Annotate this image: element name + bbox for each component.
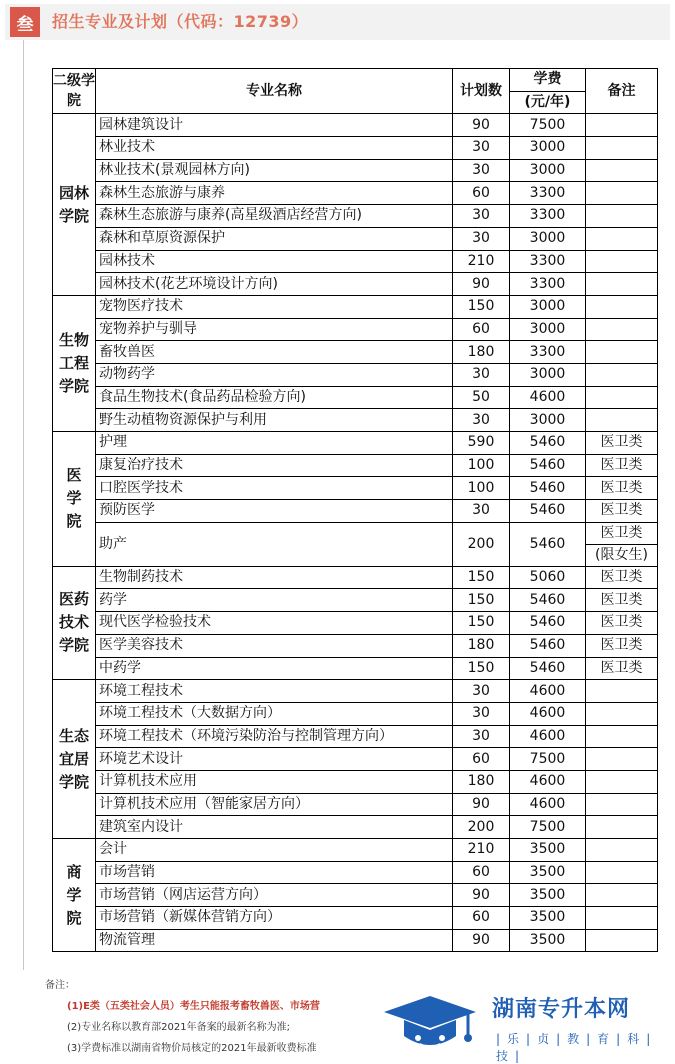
major-name: 野生动植物资源保护与利用 <box>96 409 453 432</box>
plan-count: 590 <box>453 432 510 455</box>
major-name: 园林技术(花艺环境设计方向) <box>96 273 453 296</box>
remark-cell <box>586 748 658 771</box>
tuition-fee: 7500 <box>510 816 586 839</box>
remark-cell <box>586 341 658 364</box>
remark-cell <box>586 318 658 341</box>
tuition-fee: 3300 <box>510 182 586 205</box>
table-row <box>53 839 658 862</box>
major-name: 医学美容技术 <box>96 634 453 657</box>
major-name: 林业技术 <box>96 137 453 160</box>
major-name: 环境工程技术 <box>96 680 453 703</box>
plan-count: 90 <box>453 929 510 952</box>
enrollment-plan-table <box>52 68 658 952</box>
major-name: 环境工程技术（大数据方向） <box>96 702 453 725</box>
tuition-fee: 3500 <box>510 861 586 884</box>
table-row <box>53 295 658 318</box>
college-name: 医药技术学院 <box>58 590 89 655</box>
college-cell <box>53 680 96 839</box>
remark-cell: 医卫类 <box>586 477 658 500</box>
major-name: 动物药学 <box>96 363 453 386</box>
tuition-fee: 3300 <box>510 341 586 364</box>
plan-count: 150 <box>453 566 510 589</box>
table-row <box>53 250 658 273</box>
note-item-2: (2)专业名称以教育部2021年备案的最新名称为准; <box>67 1022 290 1033</box>
tuition-fee: 3000 <box>510 363 586 386</box>
tuition-fee: 5460 <box>510 454 586 477</box>
major-name: 预防医学 <box>96 500 453 523</box>
table-row <box>53 409 658 432</box>
table-row <box>53 159 658 182</box>
major-name: 计算机技术应用 <box>96 770 453 793</box>
tuition-fee: 5060 <box>510 566 586 589</box>
college-name: 商学院 <box>66 862 82 927</box>
remark-cell <box>586 159 658 182</box>
table-row <box>53 907 658 930</box>
major-name: 口腔医学技术 <box>96 477 453 500</box>
table-row <box>53 454 658 477</box>
remark-cell <box>586 816 658 839</box>
college-name: 园林学院 <box>58 183 89 225</box>
major-name: 环境艺术设计 <box>96 748 453 771</box>
major-name: 市场营销（新媒体营销方向） <box>96 907 453 930</box>
tuition-fee: 5460 <box>510 522 586 566</box>
remark-cell <box>586 409 658 432</box>
tuition-fee: 3000 <box>510 227 586 250</box>
header-fee: 学费 <box>510 69 586 92</box>
tuition-fee: 3300 <box>510 205 586 228</box>
major-name: 畜牧兽医 <box>96 341 453 364</box>
watermark <box>370 988 670 1063</box>
tuition-fee: 3000 <box>510 137 586 160</box>
plan-count: 90 <box>453 884 510 907</box>
plan-count: 180 <box>453 341 510 364</box>
major-name: 园林建筑设计 <box>96 114 453 137</box>
plan-count: 30 <box>453 725 510 748</box>
tuition-fee: 3300 <box>510 273 586 296</box>
plan-count: 150 <box>453 657 510 680</box>
plan-count: 60 <box>453 907 510 930</box>
college-cell <box>53 432 96 567</box>
tuition-fee: 4600 <box>510 386 586 409</box>
remark-cell <box>586 884 658 907</box>
major-name: 计算机技术应用（智能家居方向） <box>96 793 453 816</box>
college-cell <box>53 114 96 296</box>
plan-count: 30 <box>453 137 510 160</box>
header-college: 二级学院 <box>53 69 96 114</box>
header-fee-unit: (元/年) <box>510 91 586 114</box>
plan-count: 100 <box>453 454 510 477</box>
remark-cell: 医卫类 <box>586 454 658 477</box>
major-name: 食品生物技术(食品药品检验方向) <box>96 386 453 409</box>
table-row <box>53 114 658 137</box>
tuition-fee: 5460 <box>510 432 586 455</box>
remark-cell <box>586 295 658 318</box>
table-row <box>53 816 658 839</box>
remark-cell: 医卫类 <box>586 432 658 455</box>
tuition-fee: 3000 <box>510 318 586 341</box>
college-name: 医学院 <box>66 466 82 531</box>
header-note: 备注 <box>586 69 658 114</box>
remark-cell <box>586 702 658 725</box>
section-title: 招生专业及计划（代码：12739） <box>52 12 309 31</box>
table-row <box>53 634 658 657</box>
table-row <box>53 318 658 341</box>
graduation-cap-logo-icon <box>380 992 480 1054</box>
remark-cell <box>586 227 658 250</box>
plan-count: 30 <box>453 500 510 523</box>
remark-cell <box>586 363 658 386</box>
remark-cell: 医卫类 <box>586 657 658 680</box>
table-row <box>53 725 658 748</box>
major-name: 生物制药技术 <box>96 566 453 589</box>
tuition-fee: 3000 <box>510 409 586 432</box>
remark-cell <box>586 793 658 816</box>
header-plan: 计划数 <box>453 69 510 114</box>
remark-cell: 医卫类 <box>586 634 658 657</box>
major-name: 康复治疗技术 <box>96 454 453 477</box>
remark-cell <box>586 929 658 952</box>
tuition-fee: 5460 <box>510 657 586 680</box>
plan-count: 50 <box>453 386 510 409</box>
note-item-3: (3)学费标准以湖南省物价局核定的2021年最新收费标准 <box>67 1043 317 1054</box>
tuition-fee: 5460 <box>510 500 586 523</box>
plan-count: 30 <box>453 205 510 228</box>
tuition-fee: 4600 <box>510 702 586 725</box>
plan-count: 30 <box>453 227 510 250</box>
table-row <box>53 702 658 725</box>
table-row <box>53 657 658 680</box>
plan-count: 150 <box>453 295 510 318</box>
tuition-fee: 3500 <box>510 884 586 907</box>
tuition-fee: 7500 <box>510 748 586 771</box>
college-cell <box>53 839 96 952</box>
major-name: 现代医学检验技术 <box>96 612 453 635</box>
plan-count: 200 <box>453 522 510 566</box>
plan-count: 210 <box>453 839 510 862</box>
remark-cell <box>586 725 658 748</box>
major-name: 助产 <box>96 522 453 566</box>
plan-count: 30 <box>453 363 510 386</box>
remark-cell <box>586 114 658 137</box>
remark-cell: 医卫类 <box>586 589 658 612</box>
table-row <box>53 205 658 228</box>
table-row <box>53 566 658 589</box>
plan-count: 180 <box>453 770 510 793</box>
table-row <box>53 748 658 771</box>
side-divider <box>23 40 24 970</box>
table-row <box>53 500 658 523</box>
table-row <box>53 522 658 566</box>
plan-count: 30 <box>453 159 510 182</box>
section-badge: 叁 <box>10 7 40 37</box>
major-name: 环境工程技术（环境污染防治与控制管理方向） <box>96 725 453 748</box>
remark-text-secondary: (限女生) <box>595 546 648 563</box>
plan-count: 60 <box>453 182 510 205</box>
table-row <box>53 386 658 409</box>
major-name: 药学 <box>96 589 453 612</box>
table-row <box>53 363 658 386</box>
plan-count: 30 <box>453 409 510 432</box>
plan-count: 200 <box>453 816 510 839</box>
college-name: 生态宜居学院 <box>58 726 89 791</box>
table-row <box>53 589 658 612</box>
tuition-fee: 3500 <box>510 839 586 862</box>
header-major: 专业名称 <box>96 69 453 114</box>
watermark-slogan: |乐|贞|教|育|科|技| <box>496 1032 658 1063</box>
plan-count: 60 <box>453 861 510 884</box>
college-name: 生物工程学院 <box>58 330 89 395</box>
table-row <box>53 770 658 793</box>
major-name: 中药学 <box>96 657 453 680</box>
table-row <box>53 341 658 364</box>
major-name: 宠物医疗技术 <box>96 295 453 318</box>
table-row <box>53 227 658 250</box>
major-name: 市场营销（网店运营方向） <box>96 884 453 907</box>
table-row <box>53 477 658 500</box>
major-name: 会计 <box>96 839 453 862</box>
major-name: 市场营销 <box>96 861 453 884</box>
table-row <box>53 884 658 907</box>
remark-cell <box>586 770 658 793</box>
tuition-fee: 5460 <box>510 634 586 657</box>
table-row <box>53 680 658 703</box>
tuition-fee: 5460 <box>510 477 586 500</box>
college-cell <box>53 295 96 431</box>
tuition-fee: 4600 <box>510 725 586 748</box>
remark-cell <box>586 182 658 205</box>
remark-cell <box>586 205 658 228</box>
remark-cell <box>586 861 658 884</box>
major-name: 宠物养护与驯导 <box>96 318 453 341</box>
remark-cell <box>586 522 658 566</box>
remark-cell <box>586 907 658 930</box>
table-row <box>53 432 658 455</box>
remark-cell: 医卫类 <box>586 612 658 635</box>
note-item-1: (1)E类（五类社会人员）考生只能报考畜牧兽医、市场营 <box>67 1001 320 1012</box>
plan-count: 90 <box>453 114 510 137</box>
tuition-fee: 4600 <box>510 793 586 816</box>
major-name: 园林技术 <box>96 250 453 273</box>
tuition-fee: 7500 <box>510 114 586 137</box>
table-row <box>53 793 658 816</box>
tuition-fee: 3500 <box>510 929 586 952</box>
tuition-fee: 3000 <box>510 295 586 318</box>
major-name: 林业技术(景观园林方向) <box>96 159 453 182</box>
plan-count: 180 <box>453 634 510 657</box>
table-row <box>53 137 658 160</box>
plan-count: 90 <box>453 793 510 816</box>
plan-count: 30 <box>453 702 510 725</box>
plan-count: 100 <box>453 477 510 500</box>
watermark-brand: 湖南专升本网 <box>492 997 631 1022</box>
plan-count: 60 <box>453 748 510 771</box>
remark-cell: 医卫类 <box>586 566 658 589</box>
notes <box>45 976 320 1060</box>
table-row <box>53 861 658 884</box>
table-row <box>53 182 658 205</box>
tuition-fee: 5460 <box>510 589 586 612</box>
tuition-fee: 5460 <box>510 612 586 635</box>
remark-cell <box>586 137 658 160</box>
college-cell <box>53 566 96 679</box>
table-row <box>53 929 658 952</box>
table-body <box>53 114 658 952</box>
tuition-fee: 4600 <box>510 680 586 703</box>
major-name: 物流管理 <box>96 929 453 952</box>
plan-count: 150 <box>453 612 510 635</box>
major-name: 森林生态旅游与康养(高星级酒店经营方向) <box>96 205 453 228</box>
tuition-fee: 3300 <box>510 250 586 273</box>
major-name: 建筑室内设计 <box>96 816 453 839</box>
plan-count: 60 <box>453 318 510 341</box>
plan-count: 30 <box>453 680 510 703</box>
table-row <box>53 273 658 296</box>
remark-text: 医卫类 <box>586 523 657 545</box>
remark-cell <box>586 250 658 273</box>
plan-count: 90 <box>453 273 510 296</box>
major-name: 森林和草原资源保护 <box>96 227 453 250</box>
tuition-fee: 3500 <box>510 907 586 930</box>
remark-cell <box>586 839 658 862</box>
remark-cell <box>586 680 658 703</box>
major-name: 护理 <box>96 432 453 455</box>
section-header <box>5 4 670 40</box>
remark-cell <box>586 386 658 409</box>
notes-label: 备注： <box>45 980 75 991</box>
table-row <box>53 612 658 635</box>
tuition-fee: 3000 <box>510 159 586 182</box>
remark-cell: 医卫类 <box>586 500 658 523</box>
major-name: 森林生态旅游与康养 <box>96 182 453 205</box>
tuition-fee: 4600 <box>510 770 586 793</box>
plan-count: 150 <box>453 589 510 612</box>
plan-count: 210 <box>453 250 510 273</box>
remark-cell <box>586 273 658 296</box>
